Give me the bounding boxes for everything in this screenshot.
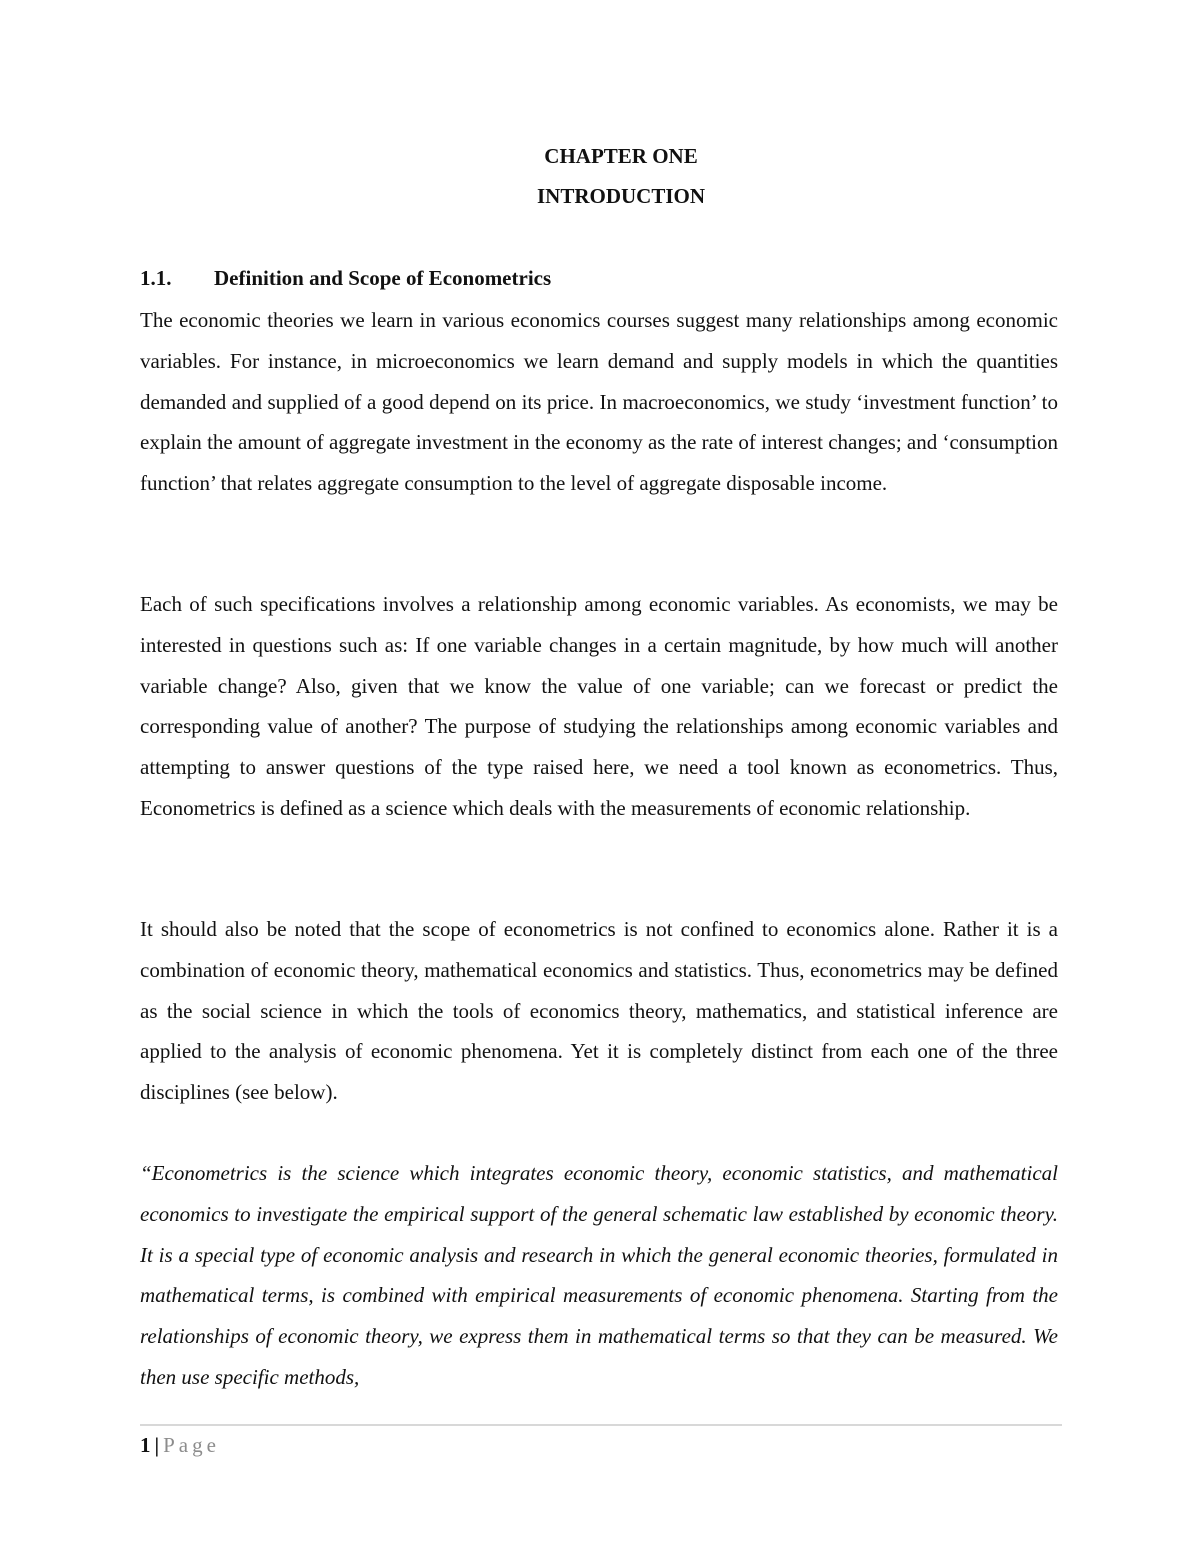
page-footer bbox=[140, 1432, 220, 1458]
section-heading bbox=[140, 265, 551, 291]
footer-divider bbox=[140, 1424, 1062, 1426]
paragraph-scope: It should also be noted that the scope of econometrics is not confined to economics alone. Rather it is a combination of economic theory, mathematical economics and statistics. Thus, econometrics may be defined as the social science in which the tools of economics theory, mathematics, and statistical inference are applied to the analysis of economic phenomena. Yet it is completely distinct from each one of the three disciplines (see below). bbox=[140, 917, 1058, 1105]
paragraph-specifications: Each of such specifications involves a relationship among economic variables. As economists, we may be interested in questions such as: If one variable changes in a certain magnitude, by how much will another variable change? Also, given that we know the value of one variable; can we forecast or predict the corresponding value of another? The purpose of studying the relationships among economic variables and attempting to answer questions of the type raised here, we need a tool known as econometrics. Thus, Econometrics is defined as a science which deals with the measurements of economic relationship. bbox=[140, 592, 1058, 820]
chapter-subheading: INTRODUCTION bbox=[536, 184, 706, 208]
footer-separator: | bbox=[154, 1433, 160, 1457]
section-title: Definition and Scope of Econometrics bbox=[214, 266, 552, 290]
paragraph-intro: The economic theories we learn in various economics courses suggest many relationships among economic variables. For instance, in microeconomics we learn demand and supply models in which the quantities demanded and supplied of a good depend on its price. In macroeconomics, we study ‘investment function’ to explain the amount of aggregate investment in the economy as the rate of interest changes; and ‘consumption function’ that relates aggregate consumption to the level of aggregate disposable income. bbox=[140, 308, 1058, 496]
section-number: 1.1. bbox=[140, 266, 172, 290]
chapter-heading: CHAPTER ONE bbox=[544, 144, 698, 168]
page-number: 1 bbox=[140, 1433, 151, 1457]
quote-paragraph: “Econometrics is the science which integrates economic theory, economic statistics, and mathematical economics to investigate the empirical support of the general schematic law established by economic theory. It is a special type of economic analysis and research in which the general economic theories, formulated in mathematical terms, is combined with empirical measurements of economic phenomena. Starting from the relationships of economic theory, we express them in mathematical terms so that they can be measured. We then use specific methods, bbox=[140, 1161, 1058, 1389]
page-label: Page bbox=[163, 1433, 220, 1457]
